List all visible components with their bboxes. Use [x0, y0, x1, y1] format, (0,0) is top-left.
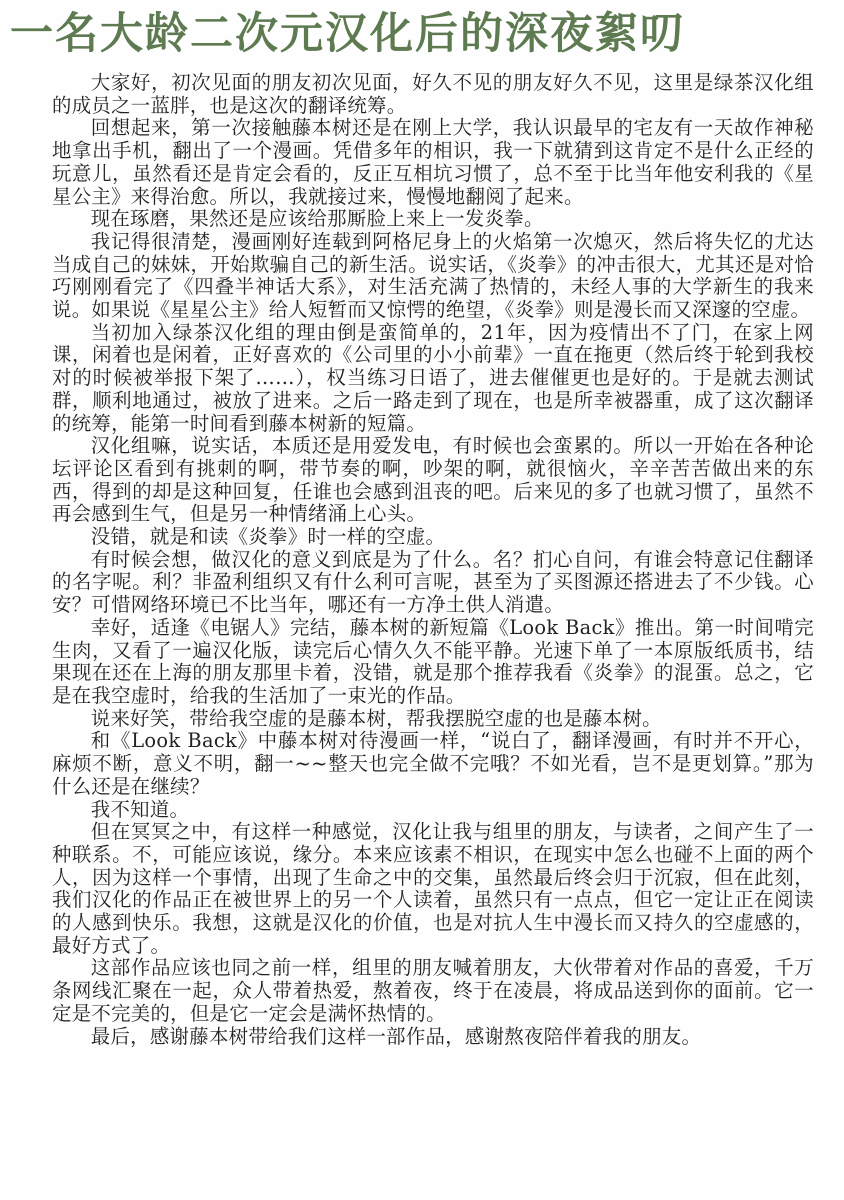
paragraph: 但在冥冥之中，有这样一种感觉，汉化让我与组里的朋友，与读者，之间产生了一种联系。不，可能应该说，缘分。本来应该素不相识，在现实中怎么也碰不上面的两个人，因为这样一个事情，出现了生命之中的交集，虽然最后终会归于沉寂，但在此刻，我们汉化的作品正在被世界上的另一个人读着，虽然只有一点点，但它一定让正在阅读的人感到快乐。我想，这就是汉化的价值，也是对抗人生中漫长而又持久的空虚感的，最好方式了。 [52, 820, 814, 957]
paragraph: 回想起来，第一次接触藤本树还是在刚上大学，我认识最早的宅友有一天故作神秘地拿出手机，翻出了一个漫画。凭借多年的相识，我一下就猜到这肯定不是什么正经的玩意儿，虽然看还是肯定会看的，反正互相坑习惯了，总不至于比当年他安利我的《星星公主》来得治愈。所以，我就接过来，慢慢地翻阅了起来。 [52, 116, 814, 208]
article-body [52, 72, 814, 1192]
paragraph: 幸好，适逢《电锯人》完结，藤本树的新短篇《Look Back》推出。第一时间啃完生肉，又看了一遍汉化版，读完后心情久久不能平静。光速下单了一本原版纸质书，结果现在还在上海的朋友那里卡着，没错，就是那个推荐我看《炎拳》的混蛋。总之，它是在我空虚时，给我的生活加了一束光的作品。 [52, 615, 814, 707]
paragraph: 这部作品应该也同之前一样，组里的朋友喊着朋友，大伙带着对作品的喜爱，千万条网线汇聚在一起，众人带着热爱，熬着夜，终于在凌晨，将成品送到你的面前。它一定是不完美的，但是它一定会是满怀热情的。 [52, 956, 814, 1025]
paragraph: 大家好，初次见面的朋友初次见面，好久不见的朋友好久不见，这里是绿茶汉化组的成员之一蓝胖，也是这次的翻译统筹。 [52, 72, 814, 117]
paragraph: 我记得很清楚，漫画刚好连载到阿格尼身上的火焰第一次熄灭，然后将失忆的尤达当成自己的妹妹，开始欺骗自己的新生活。说实话，《炎拳》的冲击很大，尤其还是对恰巧刚刚看完了《四叠半神话大系》，对生活充满了热情的，未经人事的大学新生的我来说。如果说《星星公主》给人短暂而又惊愕的绝望，《炎拳》则是漫长而又深邃的空虚。 [52, 229, 814, 322]
paragraph: 我不知道。 [90, 797, 190, 821]
paragraph: 当初加入绿茶汉化组的理由倒是蛮简单的，21年，因为疫情出不了门，在家上网课，闲着也是闲着，正好喜欢的《公司里的小小前辈》一直在拖更（然后终于轮到我校对的时候被举报下架了……），权当练习日语了，进去催催更也是好的。于是就去测试群，顺利地通过，被放了进来。之后一路走到了现在，也是所幸被器重，成了这次翻译的统筹，能第一时间看到藤本树新的短篇。 [52, 320, 814, 435]
page-title: 一名大龄二次元汉化后的深夜絮叨 [10, 9, 685, 59]
paragraph: 汉化组嘛，说实话，本质还是用爱发电，有时候也会蛮累的。所以一开始在各种论坛评论区看到有挑刺的啊，带节奏的啊，吵架的啊，就很恼火，辛辛苦苦做出来的东西，得到的却是这种回复，任谁也会感到沮丧的吧。后来见的多了也就习惯了，虽然不再会感到生气，但是另一种情绪涌上心头。 [52, 434, 814, 526]
paragraph: 现在琢磨，果然还是应该给那厮脸上来上一发炎拳。 [90, 207, 544, 231]
paragraph: 没错，就是和读《炎拳》时一样的空虚。 [90, 525, 446, 549]
paragraph: 和《Look Back》中藤本树对待漫画一样，“说白了，翻译漫画，有时并不开心，麻烦不断，意义不明，翻一~~整天也完全做不完哦？不如光看，岂不是更划算。”那为什么还是在继续？ [52, 729, 814, 798]
paragraph: 有时候会想，做汉化的意义到底是为了什么。名？扪心自问，有谁会特意记住翻译的名字呢。利？非盈利组织又有什么利可言呢，甚至为了买图源还搭进去了不少钱。心安？可惜网络环境已不比当年，哪还有一方净土供人消遣。 [52, 547, 814, 617]
paragraph: 最后，感谢藤本树带给我们这样一部作品，感谢熬夜陪伴着我的朋友。 [90, 1024, 702, 1048]
paragraph: 说来好笑，带给我空虚的是藤本树，帮我摆脱空虚的也是藤本树。 [90, 706, 662, 730]
